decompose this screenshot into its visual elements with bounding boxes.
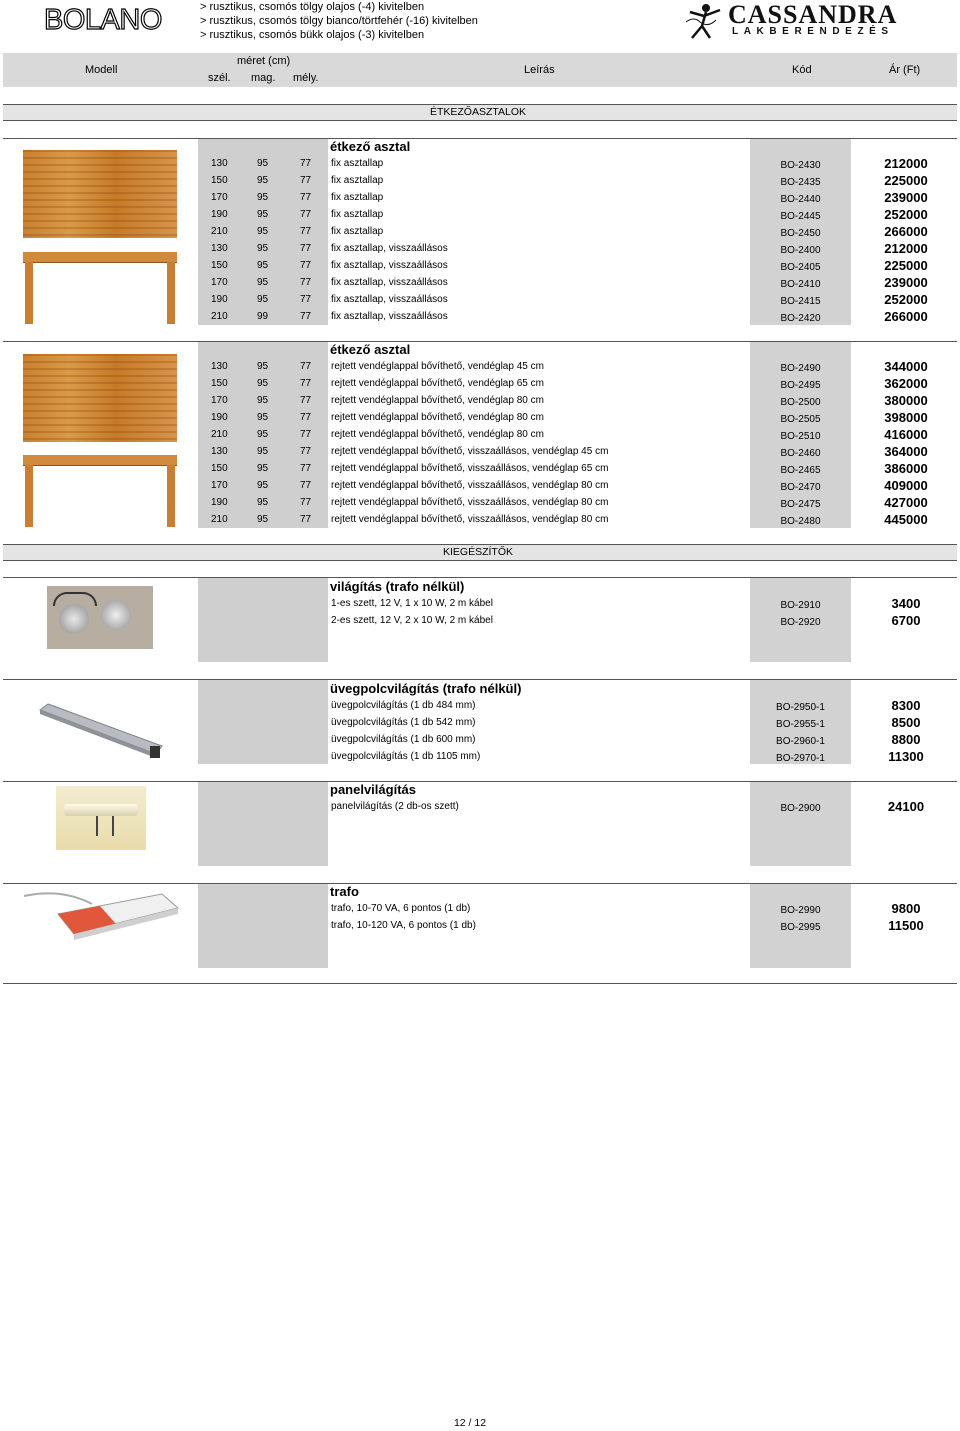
section-accessories: KIEGÉSZÍTŐK — [3, 544, 957, 561]
table-row — [0, 443, 960, 460]
cell-height: 95 — [257, 209, 269, 220]
cell-description: fix asztallap, visszaállásos — [331, 294, 448, 305]
cell-width: 150 — [211, 260, 228, 271]
cell-code: BO-2405 — [780, 262, 821, 273]
variant-list — [200, 0, 478, 42]
cell-code: BO-2450 — [780, 228, 821, 239]
cell-depth: 77 — [300, 497, 312, 508]
cell-price: 225000 — [884, 173, 928, 188]
cell-price: 6700 — [891, 613, 921, 628]
table-row — [0, 223, 960, 240]
table-row — [0, 274, 960, 291]
brand-title: BOLANO — [44, 4, 162, 36]
cell-price: 225000 — [884, 258, 928, 273]
cell-depth: 77 — [300, 395, 312, 406]
cell-height: 95 — [257, 514, 269, 525]
table-row — [0, 308, 960, 325]
table-row — [0, 714, 960, 731]
cell-code: BO-2500 — [780, 397, 821, 408]
cell-description: panelvilágítás (2 db-os szett) — [331, 801, 459, 812]
cell-width: 170 — [211, 277, 228, 288]
cell-description: rejtett vendéglappal bővíthető, visszaállásos, vendéglap 45 cm — [331, 446, 609, 457]
cell-description: fix asztallap — [331, 175, 384, 186]
cassandra-logo — [680, 2, 930, 42]
size-column-bg — [198, 782, 328, 866]
table-row — [0, 731, 960, 748]
cell-height: 95 — [257, 378, 269, 389]
cell-height: 95 — [257, 361, 269, 372]
cell-description: rejtett vendéglappal bővíthető, vendéglap 80 cm — [331, 429, 544, 440]
variant-item: > rusztikus, csomós tölgy olajos (-4) kivitelben — [200, 1, 425, 13]
cell-depth: 77 — [300, 158, 312, 169]
cell-height: 95 — [257, 226, 269, 237]
cell-description: rejtett vendéglappal bővíthető, visszaállásos, vendéglap 65 cm — [331, 463, 609, 474]
cell-depth: 77 — [300, 514, 312, 525]
cell-description: fix asztallap — [331, 226, 384, 237]
col-size: méret (cm) — [237, 55, 291, 67]
cell-price: 8300 — [891, 698, 921, 713]
cell-price: 416000 — [884, 427, 928, 442]
cell-price: 386000 — [884, 461, 928, 476]
cell-code: BO-2950-1 — [776, 702, 825, 713]
cell-code: BO-2420 — [780, 313, 821, 324]
cell-width: 190 — [211, 412, 228, 423]
cell-height: 95 — [257, 192, 269, 203]
table-row — [0, 392, 960, 409]
table-row — [0, 917, 960, 934]
cell-price: 11500 — [888, 918, 924, 933]
cell-depth: 77 — [300, 429, 312, 440]
cell-code: BO-2995 — [780, 922, 821, 933]
cell-price: 364000 — [884, 444, 928, 459]
cell-code: BO-2960-1 — [776, 736, 825, 747]
cell-description: fix asztallap, visszaállásos — [331, 311, 448, 322]
cell-price: 24100 — [887, 799, 925, 814]
col-description: Leírás — [524, 64, 555, 76]
cell-width: 130 — [211, 361, 228, 372]
cell-price: 212000 — [884, 156, 928, 171]
cell-height: 95 — [257, 480, 269, 491]
cell-depth: 77 — [300, 243, 312, 254]
cell-description: üvegpolcvilágítás (1 db 600 mm) — [331, 734, 476, 745]
divider — [3, 983, 957, 984]
cell-depth: 77 — [300, 311, 312, 322]
cell-height: 95 — [257, 294, 269, 305]
table-row — [0, 291, 960, 308]
cell-price: 427000 — [884, 495, 928, 510]
cell-depth: 77 — [300, 361, 312, 372]
cell-description: trafo, 10-120 VA, 6 pontos (1 db) — [331, 920, 476, 931]
cell-price: 3400 — [891, 596, 921, 611]
cell-code: BO-2475 — [780, 499, 821, 510]
table-row — [0, 511, 960, 528]
group-title: étkező asztal — [330, 342, 411, 357]
page-number: 12 / 12 — [453, 1417, 487, 1429]
cell-price: 362000 — [884, 376, 928, 391]
cell-code: BO-2495 — [780, 380, 821, 391]
cell-price: 9800 — [891, 901, 921, 916]
column-header-bar — [3, 53, 957, 87]
cell-code: BO-2955-1 — [776, 719, 825, 730]
section-dining: ÉTKEZŐASZTALOK — [3, 104, 957, 121]
cell-depth: 77 — [300, 480, 312, 491]
cell-width: 190 — [211, 209, 228, 220]
cell-price: 266000 — [884, 309, 928, 324]
cell-code: BO-2430 — [780, 160, 821, 171]
cell-code: BO-2445 — [780, 211, 821, 222]
cell-description: rejtett vendéglappal bővíthető, vendéglap 80 cm — [331, 395, 544, 406]
cell-depth: 77 — [300, 463, 312, 474]
cell-depth: 77 — [300, 446, 312, 457]
table-row — [0, 257, 960, 274]
cell-height: 95 — [257, 412, 269, 423]
cell-description: 2-es szett, 12 V, 2 x 10 W, 2 m kábel — [331, 615, 493, 626]
table-row — [0, 189, 960, 206]
cell-depth: 77 — [300, 226, 312, 237]
cell-price: 445000 — [884, 512, 928, 527]
cell-price: 252000 — [884, 207, 928, 222]
col-code: Kód — [792, 64, 812, 76]
variant-item: > rusztikus, csomós tölgy bianco/törtfehér (-16) kivitelben — [200, 15, 478, 27]
cell-height: 95 — [257, 446, 269, 457]
cell-description: rejtett vendéglappal bővíthető, visszaállásos, vendéglap 80 cm — [331, 480, 609, 491]
table-row — [0, 477, 960, 494]
cell-code: BO-2900 — [780, 803, 821, 814]
cell-description: rejtett vendéglappal bővíthető, vendéglap 80 cm — [331, 412, 544, 423]
cell-code: BO-2400 — [780, 245, 821, 256]
cell-code: BO-2470 — [780, 482, 821, 493]
cell-width: 170 — [211, 395, 228, 406]
table-row — [0, 172, 960, 189]
cell-code: BO-2510 — [780, 431, 821, 442]
cell-code: BO-2505 — [780, 414, 821, 425]
cell-code: BO-2920 — [780, 617, 821, 628]
cell-code: BO-2410 — [780, 279, 821, 290]
cell-price: 252000 — [884, 292, 928, 307]
cell-width: 190 — [211, 497, 228, 508]
cell-depth: 77 — [300, 192, 312, 203]
logo-subtitle: LAKBERENDEZÉS — [732, 26, 894, 37]
cell-description: fix asztallap, visszaállásos — [331, 260, 448, 271]
table-row — [0, 426, 960, 443]
cell-code: BO-2490 — [780, 363, 821, 374]
cell-price: 212000 — [884, 241, 928, 256]
cell-depth: 77 — [300, 378, 312, 389]
cell-height: 95 — [257, 260, 269, 271]
cell-width: 210 — [211, 514, 228, 525]
cell-width: 170 — [211, 480, 228, 491]
cell-height: 95 — [257, 497, 269, 508]
cell-width: 150 — [211, 378, 228, 389]
table-row — [0, 375, 960, 392]
cell-height: 95 — [257, 277, 269, 288]
cell-description: rejtett vendéglappal bővíthető, visszaállásos, vendéglap 80 cm — [331, 514, 609, 525]
cell-description: fix asztallap — [331, 192, 384, 203]
cell-height: 95 — [257, 429, 269, 440]
cell-price: 380000 — [884, 393, 928, 408]
cell-code: BO-2990 — [780, 905, 821, 916]
table-row — [0, 358, 960, 375]
cell-code: BO-2435 — [780, 177, 821, 188]
table-row — [0, 595, 960, 612]
group-title: világítás (trafo nélkül) — [330, 579, 465, 594]
table-row — [0, 798, 960, 815]
cell-code: BO-2415 — [780, 296, 821, 307]
cell-price: 239000 — [884, 275, 928, 290]
table-row — [0, 155, 960, 172]
cell-description: fix asztallap, visszaállásos — [331, 243, 448, 254]
panel-light-image — [56, 786, 146, 850]
cell-code: BO-2465 — [780, 465, 821, 476]
cell-height: 95 — [257, 463, 269, 474]
table-row — [0, 748, 960, 765]
table-row — [0, 409, 960, 426]
variant-item: > rusztikus, csomós bükk olajos (-3) kivitelben — [200, 29, 425, 41]
cell-width: 170 — [211, 192, 228, 203]
col-width: szél. — [208, 72, 231, 84]
cell-depth: 77 — [300, 209, 312, 220]
code-column-bg — [750, 782, 851, 866]
cell-width: 130 — [211, 243, 228, 254]
cell-depth: 77 — [300, 277, 312, 288]
table-row — [0, 697, 960, 714]
cell-code: BO-2460 — [780, 448, 821, 459]
cell-height: 99 — [257, 311, 269, 322]
cell-width: 130 — [211, 158, 228, 169]
group-title: étkező asztal — [330, 139, 411, 154]
cell-width: 130 — [211, 446, 228, 457]
cell-price: 11300 — [888, 749, 924, 764]
cell-description: fix asztallap — [331, 158, 384, 169]
cell-description: rejtett vendéglappal bővíthető, vendéglap 45 cm — [331, 361, 544, 372]
cell-width: 210 — [211, 226, 228, 237]
cell-price: 409000 — [884, 478, 928, 493]
cell-description: 1-es szett, 12 V, 1 x 10 W, 2 m kábel — [331, 598, 493, 609]
cell-width: 150 — [211, 463, 228, 474]
cell-description: üvegpolcvilágítás (1 db 484 mm) — [331, 700, 476, 711]
table-row — [0, 612, 960, 629]
cell-price: 8800 — [891, 732, 921, 747]
cell-price: 398000 — [884, 410, 928, 425]
cell-description: fix asztallap — [331, 209, 384, 220]
cell-description: üvegpolcvilágítás (1 db 542 mm) — [331, 717, 476, 728]
cell-width: 210 — [211, 311, 228, 322]
cell-depth: 77 — [300, 175, 312, 186]
cell-width: 150 — [211, 175, 228, 186]
cell-width: 210 — [211, 429, 228, 440]
cell-price: 344000 — [884, 359, 928, 374]
cell-price: 266000 — [884, 224, 928, 239]
figure-logo-icon — [682, 2, 726, 42]
cell-code: BO-2910 — [780, 600, 821, 611]
cell-depth: 77 — [300, 412, 312, 423]
col-depth: mély. — [293, 72, 319, 84]
col-price: Ár (Ft) — [889, 64, 921, 76]
table-row — [0, 240, 960, 257]
col-model: Modell — [85, 64, 118, 76]
cell-description: rejtett vendéglappal bővíthető, vendéglap 65 cm — [331, 378, 544, 389]
cell-height: 95 — [257, 175, 269, 186]
cell-description: fix asztallap, visszaállásos — [331, 277, 448, 288]
table-row — [0, 206, 960, 223]
group-title: trafo — [330, 884, 359, 899]
table-row — [0, 900, 960, 917]
table-row — [0, 494, 960, 511]
cell-height: 95 — [257, 158, 269, 169]
cell-width: 190 — [211, 294, 228, 305]
cell-code: BO-2480 — [780, 516, 821, 527]
cell-code: BO-2440 — [780, 194, 821, 205]
cell-height: 95 — [257, 243, 269, 254]
cell-code: BO-2970-1 — [776, 753, 825, 764]
cell-description: rejtett vendéglappal bővíthető, visszaállásos, vendéglap 80 cm — [331, 497, 609, 508]
cell-description: trafo, 10-70 VA, 6 pontos (1 db) — [331, 903, 471, 914]
col-height: mag. — [251, 72, 276, 84]
table-row — [0, 460, 960, 477]
cell-price: 239000 — [884, 190, 928, 205]
cell-description: üvegpolcvilágítás (1 db 1105 mm) — [331, 751, 481, 762]
group-title: panelvilágítás — [330, 782, 416, 797]
logo-name: CASSANDRA — [728, 0, 898, 29]
group-title: üvegpolcvilágítás (trafo nélkül) — [330, 681, 522, 696]
cell-depth: 77 — [300, 260, 312, 271]
cell-price: 8500 — [891, 715, 921, 730]
cell-height: 95 — [257, 395, 269, 406]
cell-depth: 77 — [300, 294, 312, 305]
